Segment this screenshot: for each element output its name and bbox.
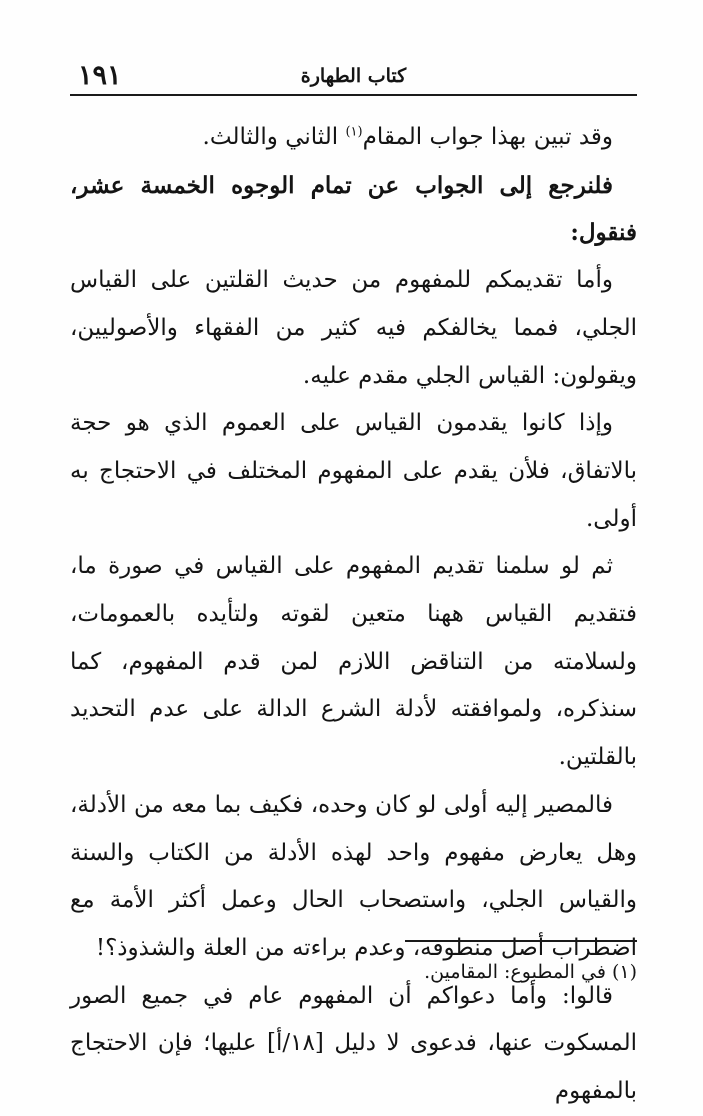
page-header: [70, 58, 637, 96]
paragraph-text: الثاني والثالث.: [202, 124, 346, 150]
paragraph: فالمصير إليه أولى لو كان وحده، فكيف بما معه من الأدلة، وهل يعارض مفهوم واحد لهذه الأدلة من الكتاب والسنة والقياس الجلي، واستصحاب الحال وعمل أكثر الأمة مع اضطراب أصل منطوقه، وعدم براءته من العلة والشذوذ؟!: [70, 791, 637, 961]
paragraph: [70, 114, 637, 162]
page-number: ١٩١: [78, 60, 122, 91]
section-heading: فلنرجع إلى الجواب عن تمام الوجوه الخمسة عشر، فنقول:: [70, 171, 637, 247]
paragraph: ثم لو سلمنا تقديم المفهوم على القياس في صورة ما، فتقديم القياس ههنا متعين لقوته ولتأيده بالعمومات، ولسلامته من التناقض اللازم لمن قدم المفهوم، كما سنذكره، ولموافقته لأدلة الشرع الدالة على عدم التحديد بالقلتين.: [70, 553, 637, 771]
paragraph-text: وقد تبين بهذا جواب المقام: [362, 124, 613, 150]
running-title: كتاب الطهارة: [300, 65, 407, 87]
paragraph: قالوا: وأما دعواكم أن المفهوم عام في جميع الصور المسكوت عنها، فدعوى لا دليل [١٨/أ] عليها؛ فإن الاحتجاج بالمفهوم: [70, 982, 637, 1105]
footnote-reference: (١): [345, 124, 363, 140]
paragraph: وإذا كانوا يقدمون القياس على العموم الذي هو حجة بالاتفاق، فلأن يقدم على المفهوم المختلف في الاحتجاج به أولى.: [70, 410, 637, 532]
footnote: (١) في المطبوع: المقامين.: [424, 961, 637, 983]
footnote-divider: [405, 940, 637, 942]
paragraph: وأما تقديمكم للمفهوم من حديث القلتين على القياس الجلي، فمما يخالفكم فيه كثير من الفقهاء والأصوليين، ويقولون: القياس الجلي مقدم عليه.: [70, 267, 637, 389]
